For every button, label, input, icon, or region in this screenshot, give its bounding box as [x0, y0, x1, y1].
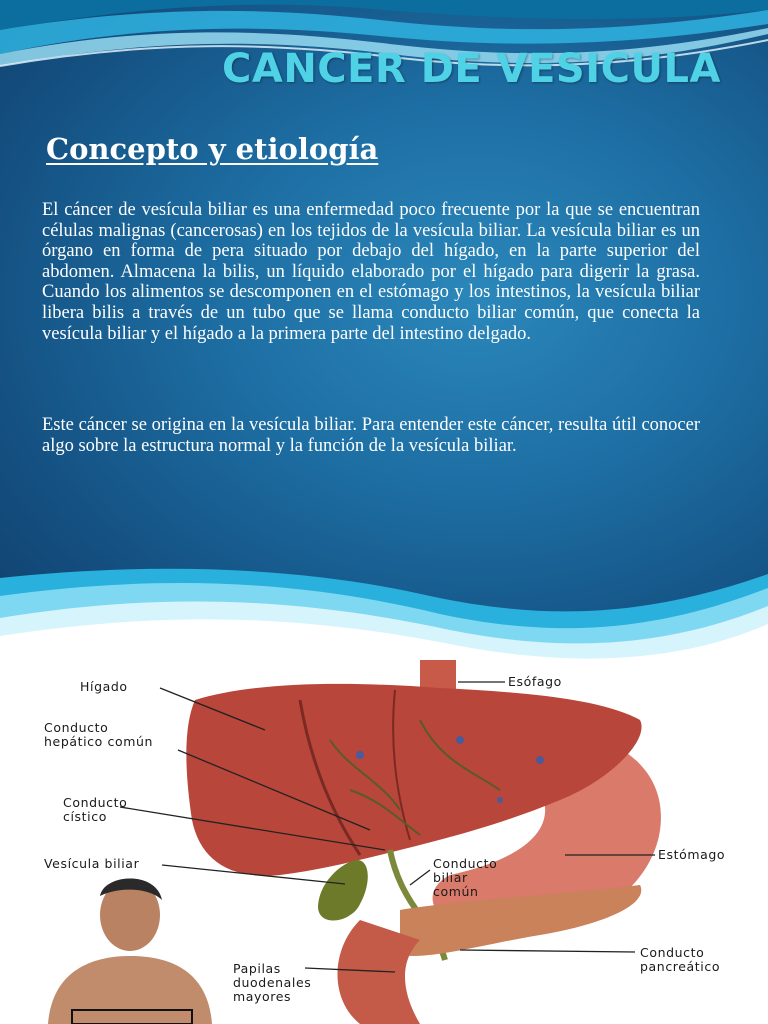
label-estomago: Estómago — [658, 847, 726, 862]
bottom-wave-decoration — [0, 560, 768, 660]
paragraph-origin: Este cáncer se origina en la vesícula biliar. Para entender este cáncer, resulta útil conocer algo sobre la estructura normal y la función de la vesícula biliar. — [42, 415, 700, 456]
human-figure-thumbnail — [48, 879, 212, 1024]
label-conducto-hepatico: Conducto hepático común — [44, 720, 154, 749]
label-conducto-pancreatico: Conducto pancreático — [640, 945, 721, 974]
label-papilas: Papilas duodenales mayores — [233, 961, 312, 1004]
label-vesicula: Vesícula biliar — [44, 856, 140, 871]
gallbladder-shape — [318, 860, 368, 921]
paragraph-definition: El cáncer de vesícula biliar es una enfermedad poco frecuente por la que se encuentran células malignas (cancerosas) en los tejidos de la vesícula biliar. La vesícula biliar es un órgano en forma de pera situado por debajo del hígado, en la parte superior del abdomen. Almacena la bilis, un líquido elaborado por el hígado para digerir la grasa. Cuando los alimentos se descomponen en el estómago y los intestinos, la vesícula biliar libera bilis a través de un tubo que se llama conducto biliar común, que conecta la vesícula biliar y el hígado a la primera parte del intestino delgado. — [42, 200, 700, 344]
label-conducto-biliar: Conducto biliar común — [433, 856, 498, 899]
anatomy-illustration — [0, 660, 768, 1024]
label-conducto-cistico: Conducto cístico — [63, 795, 128, 824]
section-subtitle: Concepto y etiología — [46, 132, 379, 166]
slide-title: CANCER DE VESICULA — [222, 46, 721, 92]
label-esofago: Esófago — [508, 674, 562, 689]
label-higado: Hígado — [80, 679, 128, 694]
